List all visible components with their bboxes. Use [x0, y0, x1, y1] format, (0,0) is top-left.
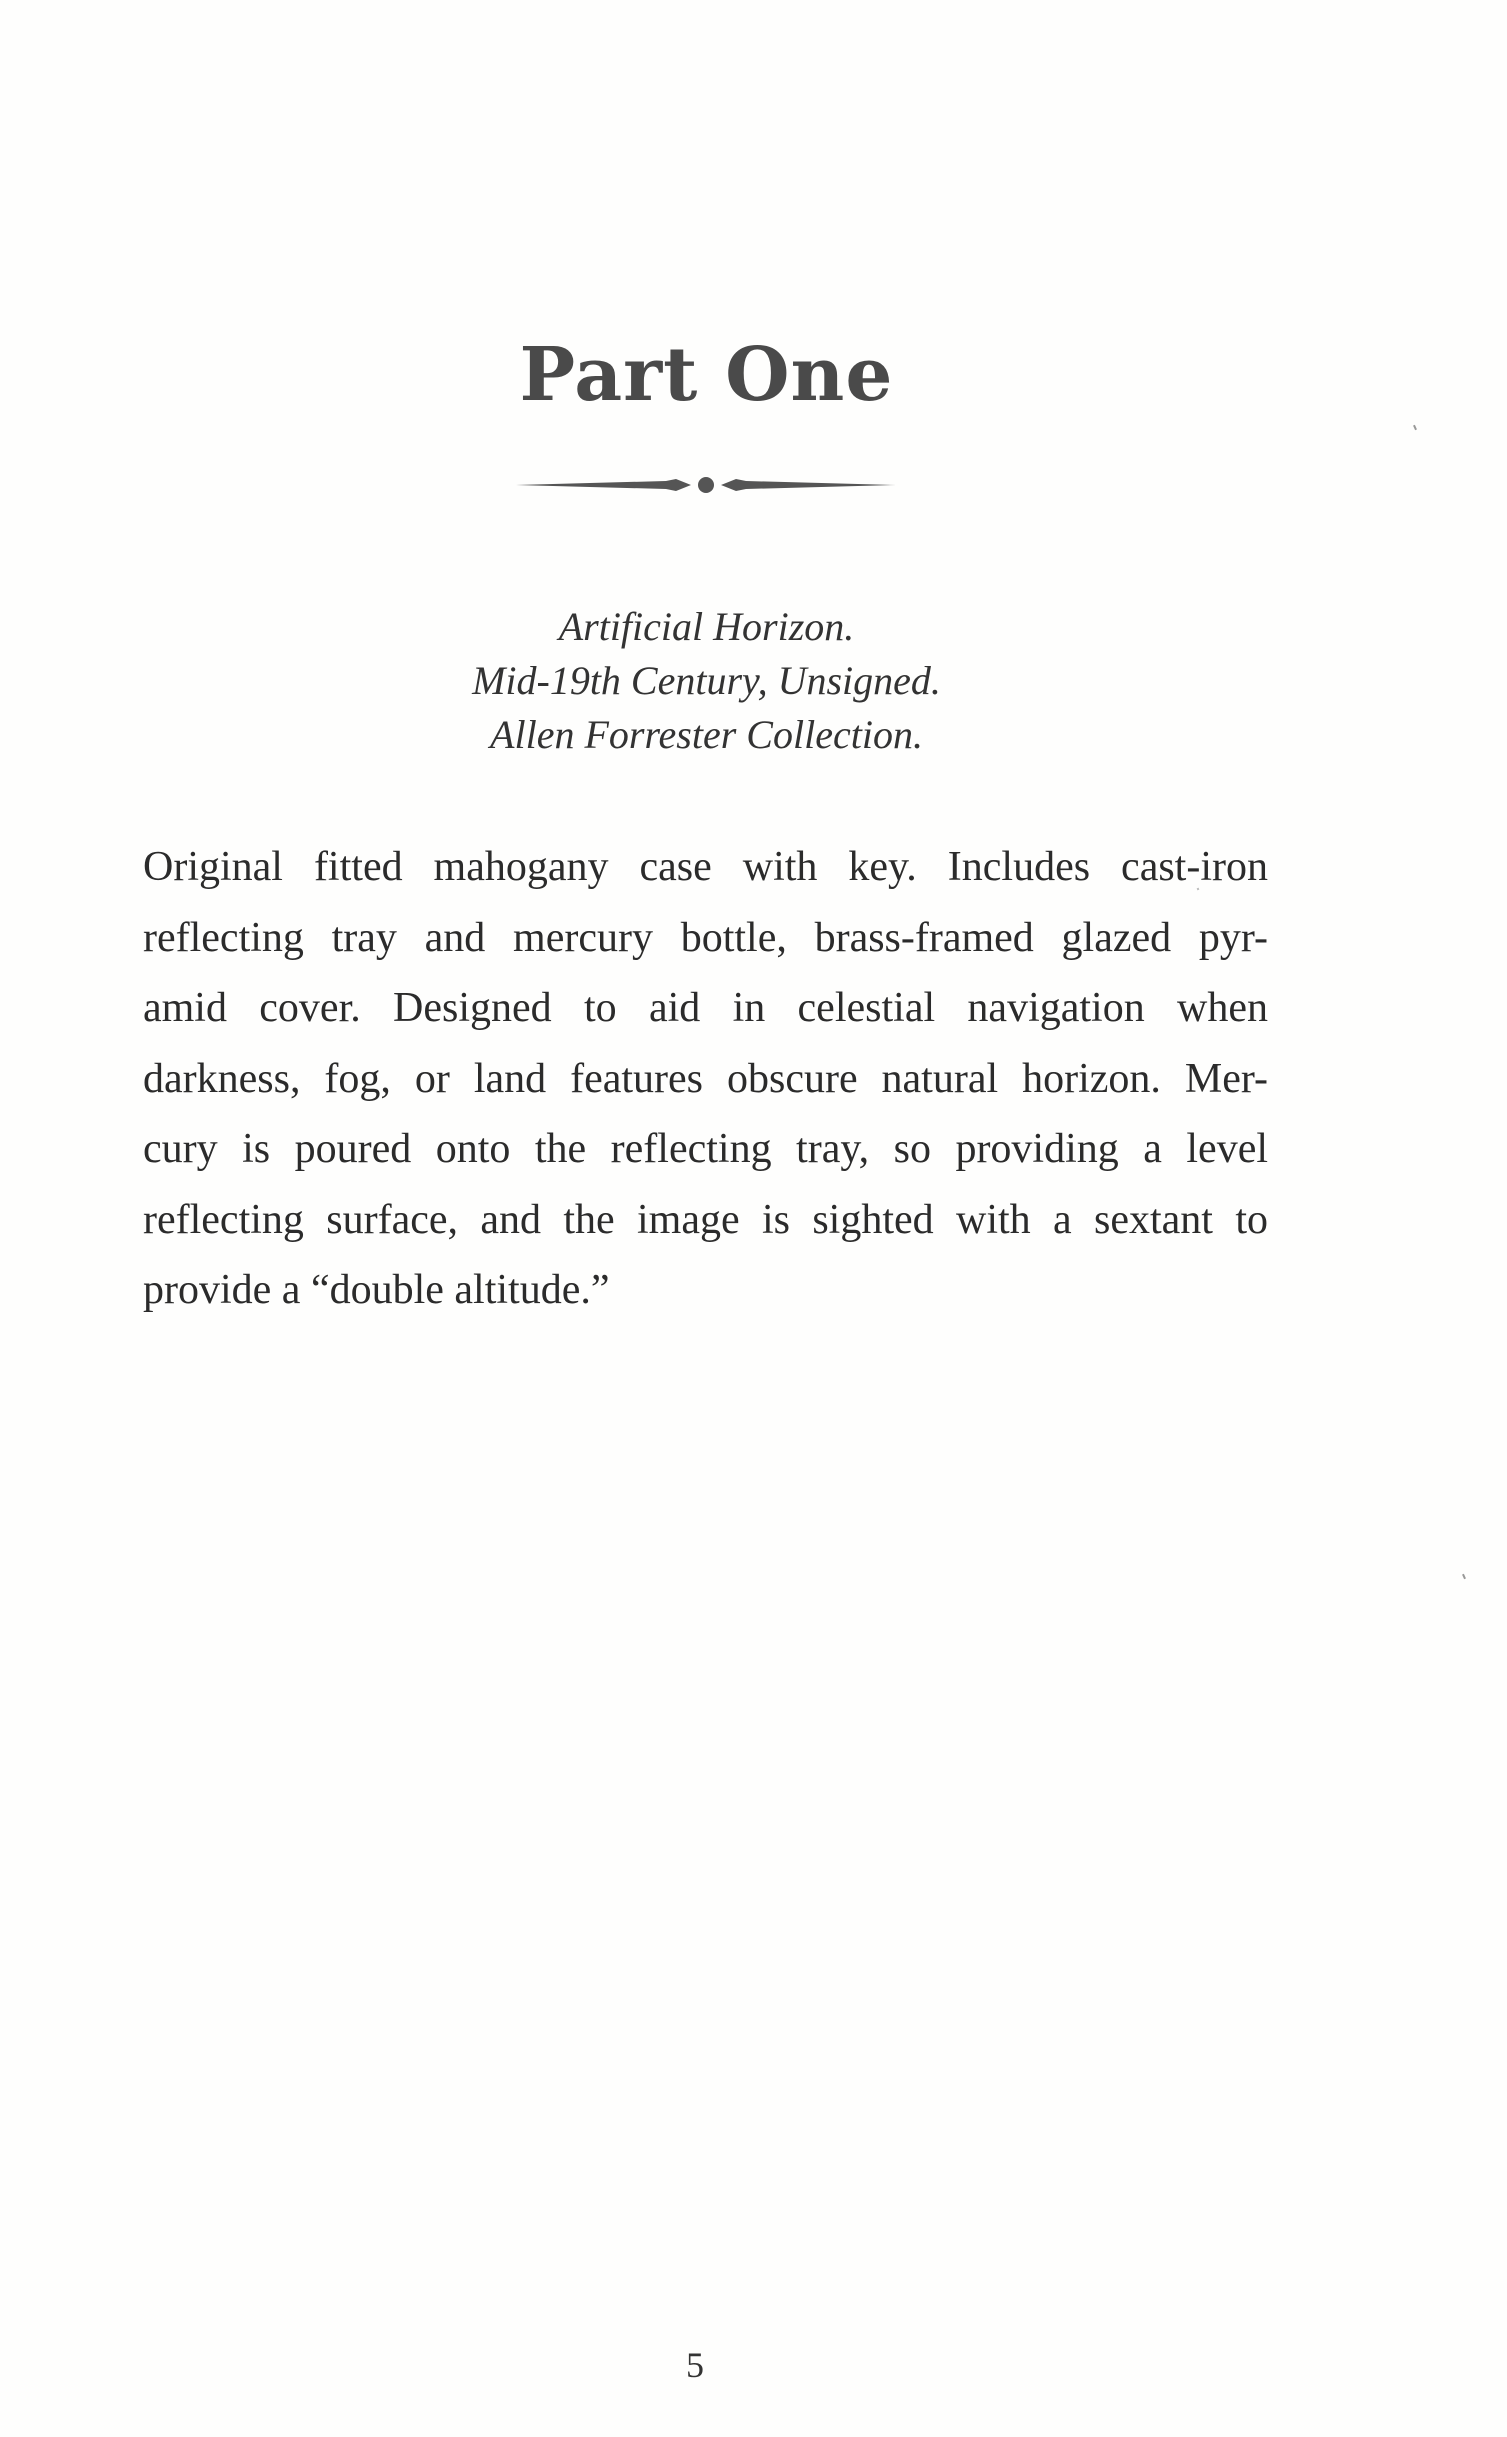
epigraph-line: Allen Forrester Collection. [490, 712, 923, 757]
body-line: reflecting tray and mercury bottle, brass-framed glazed pyr- [143, 914, 1268, 961]
body-line: Original fitted mahogany case with key. Includes cast-iron [143, 844, 1268, 890]
ornament-center-dot [698, 477, 714, 493]
ornament-left-spike [516, 479, 691, 491]
ornament-divider [516, 470, 896, 500]
body-line: darkness, fog, or land features obscure natural horizon. Mer- [143, 1055, 1268, 1102]
page-number: 5 [686, 2345, 704, 2385]
scan-speck [1413, 425, 1417, 430]
scan-speck [1462, 1574, 1466, 1579]
body-paragraph [143, 832, 1268, 1326]
ornament-right-spike [721, 479, 896, 491]
body-line: amid cover. Designed to aid in celestial navigation when [143, 985, 1268, 1031]
epigraph-line: Mid-19th Century, Unsigned. [472, 658, 941, 703]
epigraph [0, 600, 1413, 762]
body-line: cury is poured onto the reflecting tray, so providing a level [143, 1126, 1268, 1172]
part-title: Part One [519, 332, 894, 418]
body-line: provide a “double altitude.” [143, 1267, 610, 1313]
body-line: reflecting surface, and the image is sighted with a sextant to [143, 1196, 1268, 1243]
epigraph-line: Artificial Horizon. [558, 604, 855, 649]
